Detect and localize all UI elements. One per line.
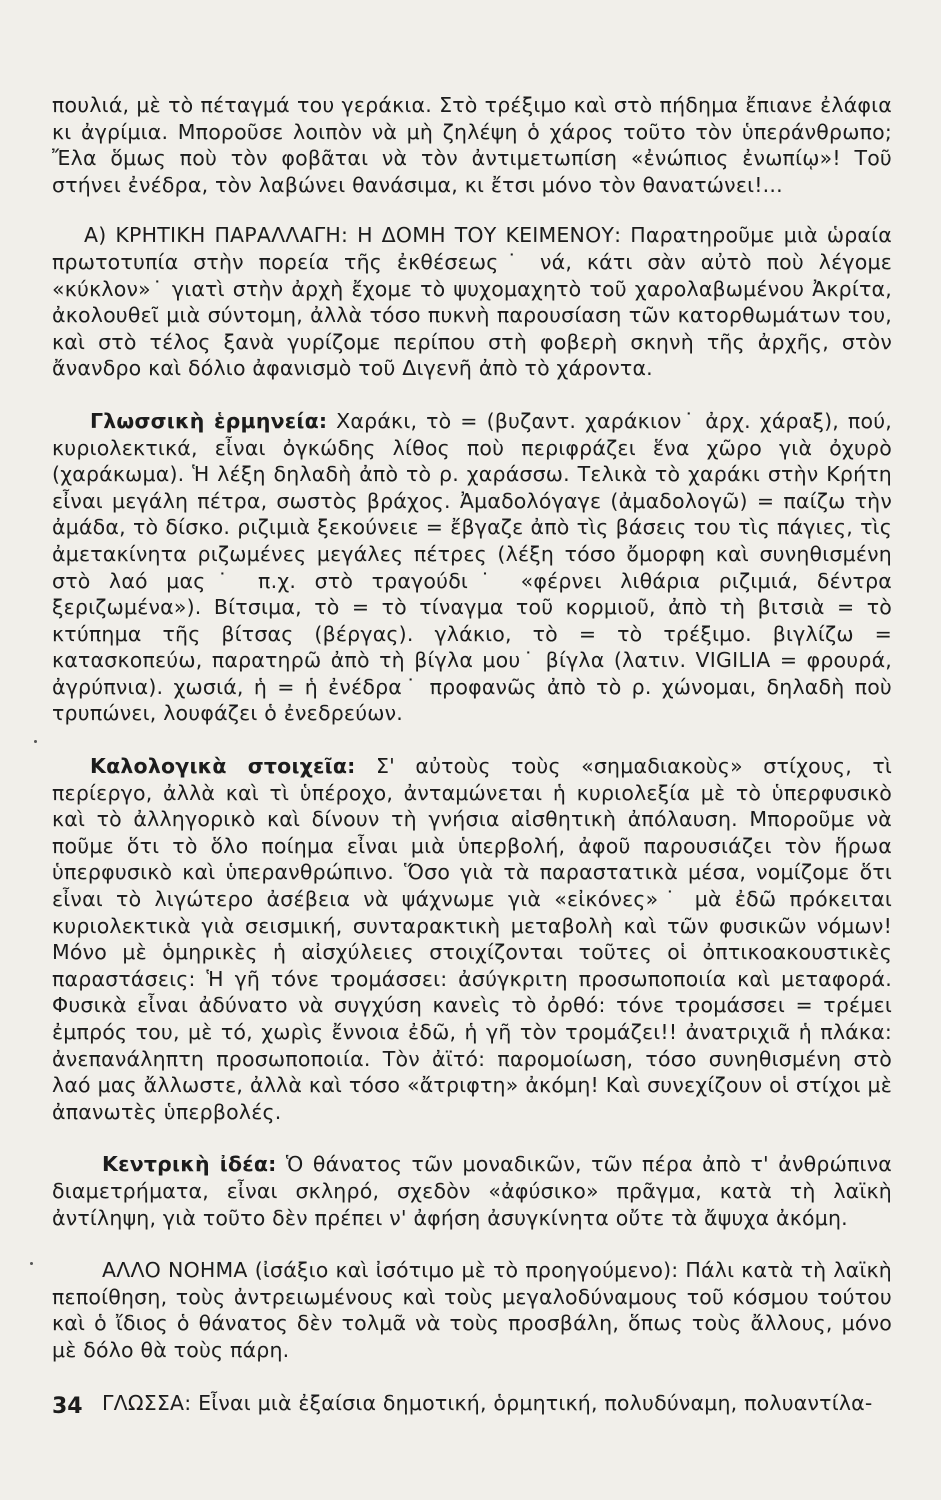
- paragraph-text: Εἶναι μιὰ ἐξαίσια δημοτική, ὁρμητική, πολυδύναμη, πολυαντίλα-: [191, 1390, 873, 1415]
- paragraph-text: Ὁ θάνατος τῶν μοναδικῶν, τῶν πέρα ἀπὸ τ' ἀνθρώπινα διαμετρήματα, εἶναι σκληρό, σχεδὸν «ἀφύσικο» πρᾶγμα, κατὰ τὴ λαϊκὴ ἀντίληψη, γιὰ τοῦτο δὲν πρέπει ν' ἀφήση ἀσυγκίνητα οὔτε τὰ ἄψυχα ἀκόμη.: [52, 1152, 892, 1230]
- page-number: 34: [52, 1394, 83, 1419]
- section-heading: Α) ΚΡΗΤΙΚΗ ΠΑΡΑΛΛΑΓΗ: Η ΔΟΜΗ ΤΟΥ ΚΕΙΜΕΝΟΥ:: [84, 223, 622, 248]
- paragraph-other-meaning: [52, 1257, 892, 1363]
- paragraph-language: [52, 1390, 892, 1417]
- section-heading: ΓΛΩΣΣΑ:: [102, 1390, 192, 1415]
- section-heading: Γλωσσικὴ ἑρμηνεία:: [90, 408, 328, 433]
- paragraph-text: (ἰσάξιο καὶ ἰσότιμο μὲ τὸ προηγούμενο): Πάλι κατὰ τὴ λαϊκὴ πεποίθηση, τοὺς ἀντρειωμένους καὶ τοὺς μεγαλοδύναμους τοῦ κόσμου τούτου καὶ ὁ ἴδιος ὁ θάνατος δὲν τολμᾶ νὰ τοὺς προσβάλη, ὅπως τοὺς ἄλλους, μόνο μὲ δόλο θὰ τοὺς πάρη.: [52, 1258, 892, 1362]
- paragraph-central-idea: [52, 1151, 892, 1231]
- section-heading: ΑΛΛΟ ΝΟΗΜΑ: [102, 1258, 248, 1283]
- paragraph-text: Σ' αὐτοὺς τοὺς «σημαδιακοὺς» στίχους, τὶ περίεργο, ἀλλὰ καὶ τὶ ὑπέροχο, ἀνταμώνεται ἡ κυριολεξία μὲ τὸ ὑπερφυσικὸ καὶ τὸ ἀλληγορικὸ καὶ δίνουν τὴ γνήσια αἰσθητικὴ ἀπόλαυση. Μποροῦμε νὰ ποῦμε ὅτι τὸ ὅλο ποίημα εἶναι μιὰ ὑπερβολή, ἀφοῦ παρουσιάζει τὸν ἥρωα ὑπερφυσικὸ καὶ ὑπερανθρώπινο. Ὅσο γιὰ τὰ παραστατικὰ μέσα, νομίζομε ὅτι εἶναι τὸ λιγώτερο ἀσέβεια νὰ ψάχνωμε γιὰ «εἰκόνες»˙ μὰ ἐδῶ πρόκειται κυριολεκτικὰ γιὰ σεισμική, συνταρακτικὴ μεταβολὴ καὶ τῶν φυσικῶν νόμων! Μόνο μὲ ὁμηρικὲς ἡ αἰσχύλειες στοιχίζονται τοῦτες οἱ ὀπτικοακουστικὲς παραστάσεις: Ἡ γῆ τόνε τρομάσσει: ἀσύγκριτη προσωποποιία καὶ μεταφορά. Φυσικὰ εἶναι ἀδύνατο νὰ συγχύση κανεὶς τὸ ὀρθό: τόνε τρομάσσει = τρέμει ἐμπρός του, μὲ τό, χωρὶς ἔννοια ἐδῶ, ἡ γῆ τὸν τρομάζει!! ἀνατριχιᾶ ἡ πλάκα: ἀνεπανάληπτη προσωποποιία. Τὸν ἀϊτό: παρομοίωση, τόσο συνηθισμένη στὸ λαό μας ἄλλωστε, ἀλλὰ καὶ τόσο «ἄτριφτη» ἀκόμη! Καὶ συνεχίζουν οἱ στίχοι μὲ ἀπανωτὲς ὑπερβολές.: [52, 754, 893, 1124]
- body-text: [52, 92, 892, 1416]
- paragraph-continuation: [52, 92, 892, 198]
- paragraph-text: πουλιά, μὲ τὸ πέταγμά του γεράκια. Στὸ τρέξιμο καὶ στὸ πήδημα ἔπιανε ἐλάφια κι ἀγρίμια. Μποροῦσε λοιπὸν νὰ μὴ ζηλέψη ὁ χάρος τοῦτο τὸν ὑπεράνθρωπο; Ἔλα ὅμως ποὺ τὸν φοβᾶται νὰ τὸν ἀντιμετωπίση «ἐνώπιος ἐνωπίῳ»! Τοῦ στήνει ἐνέδρα, τὸν λαβώνει θανάσιμα, κι ἔτσι μόνο τὸν θανατώνει!...: [52, 93, 892, 197]
- paragraph-text: Χαράκι, τὸ = (βυζαντ. χαράκιον˙ ἀρχ. χάραξ), πού, κυριολεκτικά, εἶναι ὀγκώδης λίθος ποὺ περιφράζει ἕνα χῶρο γιὰ ὀχυρὸ (χαράκωμα). Ἡ λέξη δηλαδὴ ἀπὸ τὸ ρ. χαράσσω. Τελικὰ τὸ χαράκι στὴν Κρήτη εἶναι μεγάλη πέτρα, σωστὸς βράχος. Ἀμαδολόγαγε (ἀμαδολογῶ) = παίζω τὴν ἀμάδα, τὸ δίσκο. ριζιμιὰ ξεκούνειε = ἔβγαζε ἀπὸ τὶς βάσεις του τὶς πάγιες, τὶς ἀμετακίνητα ριζωμένες μεγάλες πέτρες (λέξη τόσο ὄμορφη καὶ συνηθισμένη στὸ λαό μας˙ π.χ. στὸ τραγούδι˙ «φέρνει λιθάρια ριζιμιά, δέντρα ξεριζωμένα»). Βίτσιμα, τὸ = τὸ τίναγμα τοῦ κορμιοῦ, ἀπὸ τὴ βιτσιὰ = τὸ κτύπημα τῆς βίτσας (βέργας). γλάκιο, τὸ = τὸ τρέξιμο. βιγλίζω = κατασκοπεύω, παρατηρῶ ἀπὸ τὴ βίγλα μου˙ βίγλα (λατιν. VIGILIA = φρουρά, ἀγρύπνια). χωσιά, ἡ = ἡ ἐνέδρα˙ προφανῶς ἀπὸ τὸ ρ. χώνομαι, δηλαδὴ ποὺ τρυπώνει, λουφάζει ὁ ἐνεδρεύων.: [52, 408, 892, 726]
- section-heading: Κεντρικὴ ἰδέα:: [102, 1152, 277, 1177]
- paragraph-structure: [52, 222, 892, 382]
- paragraph-stylistic: [52, 753, 892, 1125]
- print-speck: [30, 1262, 33, 1265]
- paragraph-text: Παρατηροῦμε μιὰ ὡραία πρωτοτυπία στὴν πορεία τῆς ἐκθέσεως˙ νά, κάτι σὰν αὐτὸ ποὺ λέγομε «κύκλον»˙ γιατὶ στὴν ἀρχὴ ἔχομε τὸ ψυχομαχητὸ τοῦ χαρολαβωμένου Ἀκρίτα, ἀκολουθεῖ μιὰ σύντομη, ἀλλὰ τόσο πυκνὴ παρουσίαση τῶν κατορθωμάτων του, καὶ στὸ τέλος ξανὰ γυρίζομε περίπου στὴ φοβερὴ σκηνὴ τῆς ἀρχῆς, στὸν ἄνανδρο καὶ δόλιο ἀφανισμὸ τοῦ Διγενῆ ἀπὸ τὸ χάροντα.: [52, 223, 892, 381]
- print-speck: [34, 740, 37, 743]
- section-heading: Καλολογικὰ στοιχεῖα:: [90, 754, 356, 779]
- paragraph-glossary: [52, 408, 892, 727]
